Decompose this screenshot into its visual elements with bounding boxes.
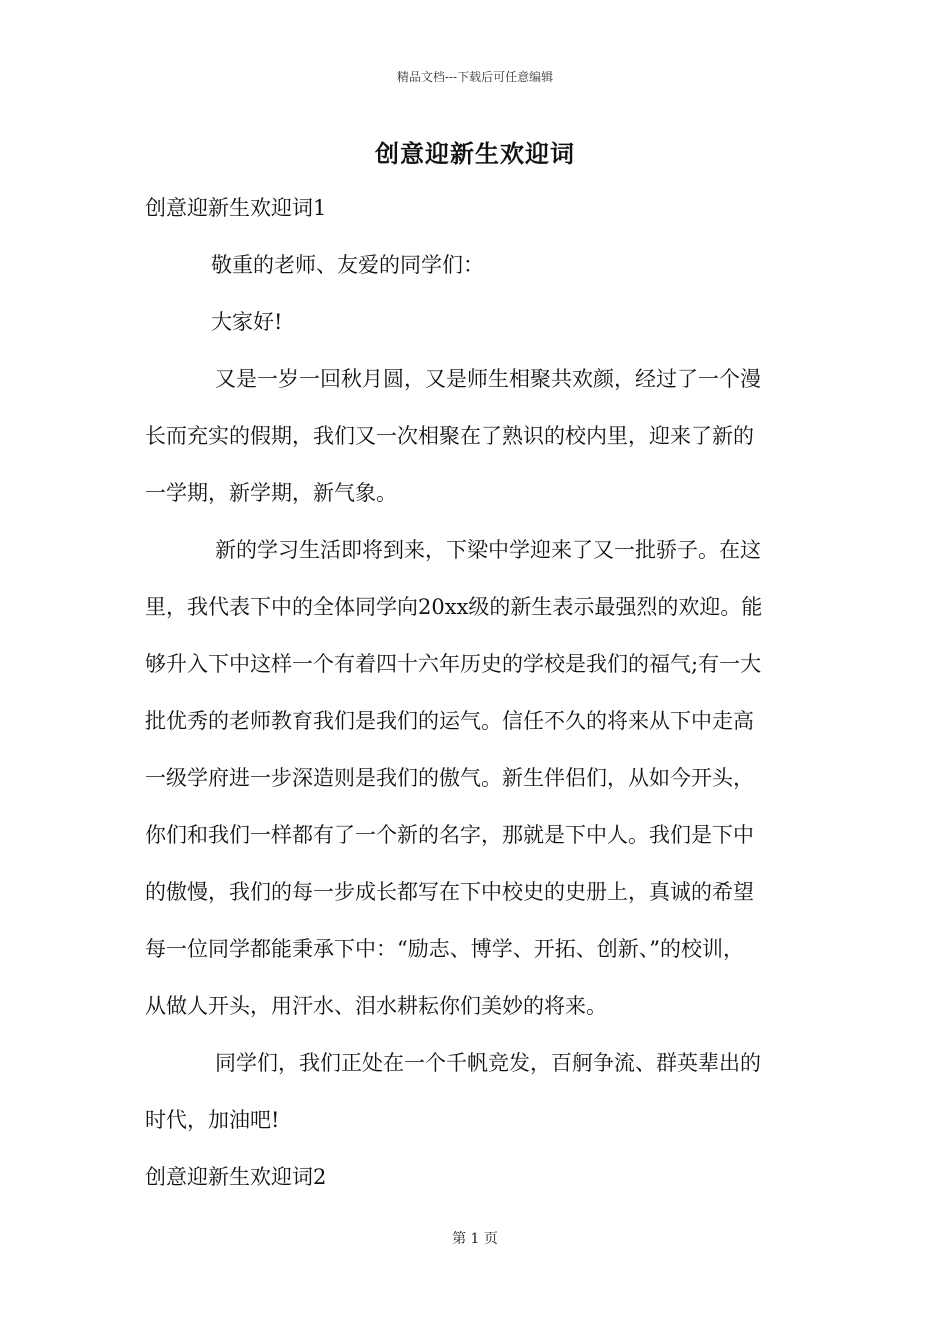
- page-number: 第 1 页: [452, 1231, 498, 1247]
- document-body: [145, 180, 810, 1206]
- paragraph-line: 又是一岁一回秋月圆，又是师生相聚共欢颜，经过了一个漫: [215, 367, 761, 391]
- paragraph-line: 一级学府进一步深造则是我们的傲气。新生伴侣们，从如今开头，: [145, 766, 754, 790]
- paragraph-line: 同学们，我们正处在一个千帆竞发，百舸争流、群英辈出的: [215, 1051, 761, 1075]
- paragraph-line: 的傲慢，我们的每一步成长都写在下中校史的史册上，真诚的希望: [145, 880, 754, 904]
- paragraph-line: 每一位同学都能秉承下中：“励志、博学、开拓、创新、”的校训，: [145, 937, 744, 961]
- paragraph-line: 新的学习生活即将到来，下梁中学迎来了又一批骄子。在这: [215, 538, 761, 562]
- paragraph-line: 长而充实的假期，我们又一次相聚在了熟识的校内里，迎来了新的: [145, 424, 754, 448]
- document-title: 创意迎新生欢迎词: [375, 139, 575, 168]
- paragraph-line: 批优秀的老师教育我们是我们的运气。信任不久的将来从下中走高: [145, 709, 754, 733]
- section-heading: 创意迎新生欢迎词1: [145, 196, 327, 220]
- paragraph-line: 你们和我们一样都有了一个新的名字，那就是下中人。我们是下中: [145, 823, 754, 847]
- paragraph-line: 从做人开头，用汗水、泪水耕耘你们美妙的将来。: [145, 994, 607, 1018]
- greeting: 大家好!: [211, 310, 283, 334]
- paragraph-line: 一学期，新学期，新气象。: [145, 481, 397, 505]
- header-note: 精品文档---下载后可任意编辑: [396, 70, 554, 84]
- paragraph-line: 里，我代表下中的全体同学向20xx级的新生表示最强烈的欢迎。能: [145, 595, 763, 619]
- paragraph-line: 够升入下中这样一个有着四十六年历史的学校是我们的福气;有一大: [145, 652, 762, 676]
- paragraph-line: 时代，加油吧!: [145, 1108, 280, 1132]
- salutation: 敬重的老师、友爱的同学们：: [211, 253, 484, 277]
- section-heading: 创意迎新生欢迎词2: [145, 1165, 327, 1189]
